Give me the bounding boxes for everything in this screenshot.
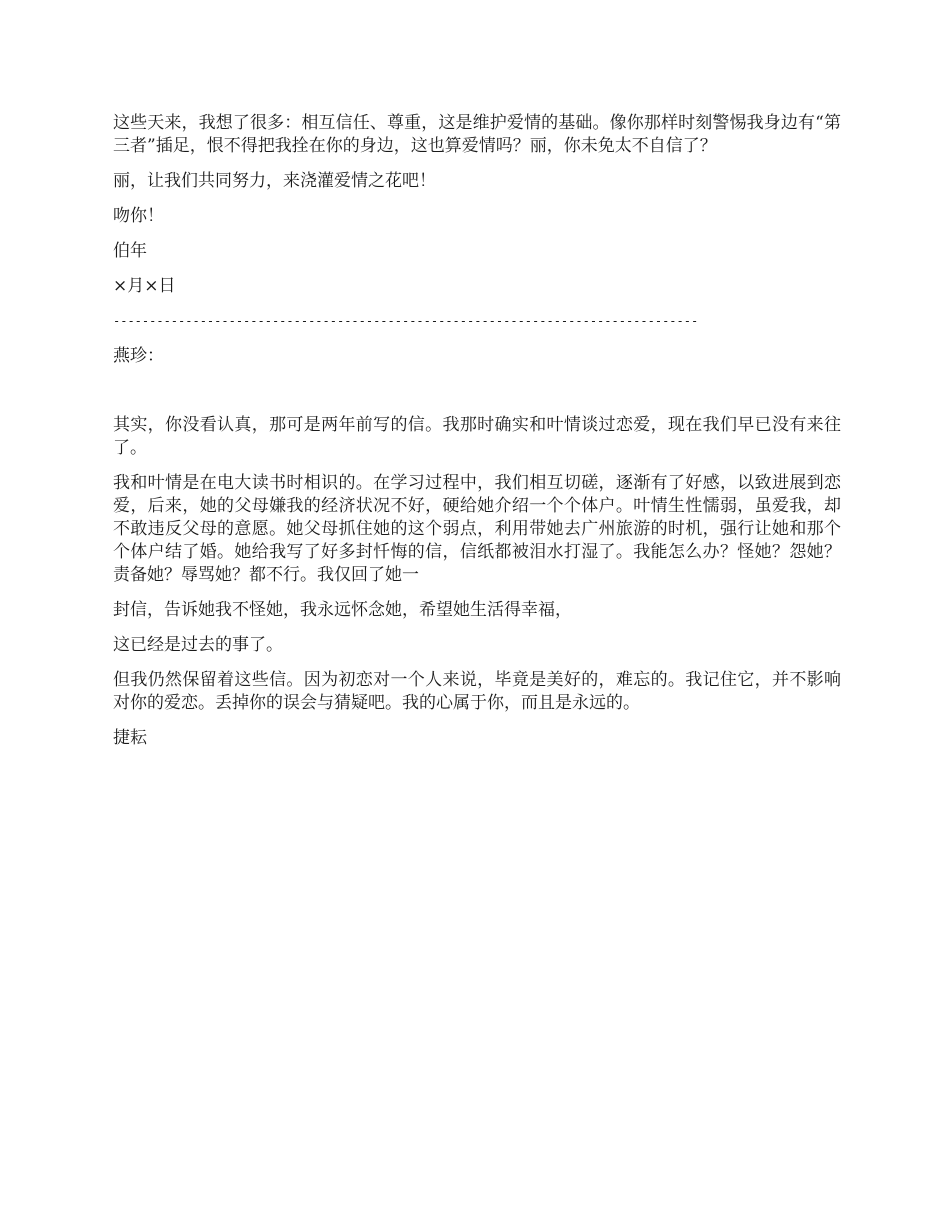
letter1-paragraph-1: 这些天来，我想了很多：相互信任、尊重，这是维护爱情的基础。像你那样时刻警惕我身边有“第三者”插足，恨不得把我拴在你的身边，这也算爱情吗？丽，你未免太不自信了？ [113,113,841,156]
section-divider: --------------------------------------------------------------------------------- [113,314,699,328]
letter1-paragraph-2: 丽，让我们共同努力，来浇灌爱情之花吧！ [113,171,436,191]
letter2-paragraph-5: 但我仍然保留着这些信。因为初恋对一个人来说，毕竟是美好的，难忘的。我记住它，并不影响对你的爱恋。丢掉你的误会与猜疑吧。我的心属于你，而且是永远的。 [113,670,841,713]
letter2-paragraph-2: 我和叶情是在电大读书时相识的。在学习过程中，我们相互切磋，逐渐有了好感，以致进展到恋爱，后来，她的父母嫌我的经济状况不好，硬给她介绍一个个体户。叶情生性懦弱，虽爱我，却不敢违反父母的意愿。她父母抓住她的这个弱点，利用带她去广州旅游的时机，强行让她和那个个体户结了婚。她给我写了好多封忏悔的信，信纸都被泪水打湿了。我能怎么办？怪她？怨她？责备她？辱骂她？都不行。我仅回了她一 [113,473,841,585]
document-page [113,112,841,762]
letter2-signature: 捷耘 [113,728,147,748]
letter2-salutation: 燕珍： [113,346,164,366]
letter1-closing: 吻你！ [113,206,164,226]
letter1-date: ×月×日 [113,276,176,296]
letter2-paragraph-3: 封信，告诉她我不怪她，我永远怀念她，希望她生活得幸福， [113,600,572,620]
letter1-signature: 伯年 [113,241,147,261]
letter2-paragraph-1: 其实，你没看认真，那可是两年前写的信。我那时确实和叶情谈过恋爱，现在我们早已没有来往了。 [113,415,841,458]
letter2-paragraph-4: 这已经是过去的事了。 [113,635,283,655]
